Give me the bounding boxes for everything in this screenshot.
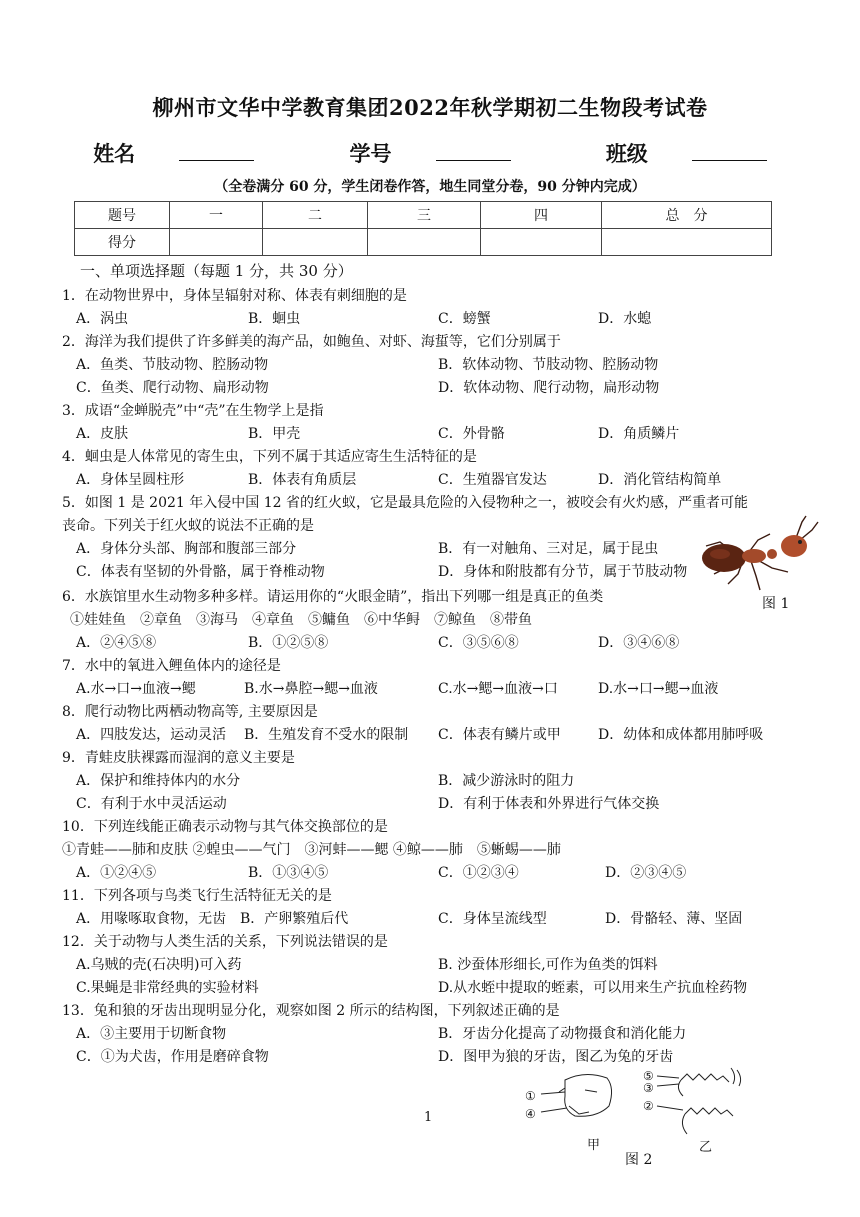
option: A．涡虫	[76, 311, 129, 327]
table-row	[75, 229, 772, 256]
figure-label: ②	[643, 1099, 654, 1113]
option: A．用喙啄取食物，无齿	[76, 911, 227, 927]
fire-ant-image	[698, 512, 822, 594]
option: C．身体呈流线型	[438, 911, 547, 927]
question-stem: 丧命。下列关于红火蚁的说法不正确的是	[62, 518, 314, 534]
class-blank	[692, 142, 767, 161]
option: A.乌贼的壳(石决明)可入药	[76, 957, 242, 973]
question-stem: 11．下列各项与鸟类飞行生活特征无关的是	[62, 888, 332, 904]
table-cell	[481, 229, 602, 256]
question-stem: 13．兔和狼的牙齿出现明显分化，观察如图 2 所示的结构图，下列叙述正确的是	[62, 1003, 560, 1019]
question-stem: 4．蛔虫是人体常见的寄生虫，下列不属于其适应寄生生活特征的是	[62, 449, 477, 465]
table-row	[75, 202, 772, 229]
option: C．①为犬齿，作用是磨碎食物	[76, 1049, 269, 1065]
figure-label: ④	[525, 1107, 536, 1121]
option: D．水螅	[598, 311, 652, 327]
option: C.水→鳃→血液→口	[438, 681, 558, 697]
option: B．软体动物、节肢动物、腔肠动物	[438, 357, 659, 373]
option: A．①②④⑤	[76, 865, 157, 881]
question-stem: 5．如图 1 是 2021 年入侵中国 12 省的红火蚁，它是最具危险的入侵物种之一，被咬会有火灼感，严重者可能	[62, 495, 748, 511]
option: D．骨骼轻、薄、坚固	[605, 911, 743, 927]
option: B．①③④⑤	[248, 865, 329, 881]
teeth-diagram	[525, 1066, 747, 1170]
option: C．外骨骼	[438, 426, 505, 442]
option: D．有利于体表和外界进行气体交换	[438, 796, 660, 812]
option: D．身体和附肢都有分节，属于节肢动物	[438, 564, 688, 580]
section-heading: 一、单项选择题（每题 1 分，共 30 分）	[80, 262, 353, 280]
table-cell	[368, 229, 481, 256]
option: C．鱼类、爬行动物、扁形动物	[76, 380, 269, 396]
exam-note: （全卷满分 60 分，学生闭卷作答，地生同堂分卷，90 分钟内完成）	[214, 179, 646, 195]
option: C．体表有鳞片或甲	[438, 727, 561, 743]
option: D．②③④⑤	[605, 865, 687, 881]
option: B．体表有角质层	[248, 472, 357, 488]
table-cell: 得分	[75, 229, 170, 256]
table-cell: 二	[263, 202, 368, 229]
option: D．③④⑥⑧	[598, 635, 680, 651]
table-cell: 题号	[75, 202, 170, 229]
option: A．身体分头部、胸部和腹部三部分	[76, 541, 297, 557]
figure-label: ①	[525, 1089, 536, 1103]
option: B．产卵繁殖后代	[240, 911, 349, 927]
table-cell	[263, 229, 368, 256]
option: A．皮肤	[76, 426, 129, 442]
option: D．幼体和成体都用肺呼吸	[598, 727, 764, 743]
question-stem: 10．下列连线能正确表示动物与其气体交换部位的是	[62, 819, 388, 835]
option: D．角质鳞片	[598, 426, 680, 442]
page-number: 1	[424, 1110, 433, 1125]
table-cell: 三	[368, 202, 481, 229]
class-label: 班级	[605, 141, 648, 166]
table-cell: 四	[481, 202, 602, 229]
student-info-bar	[0, 138, 860, 168]
option: D.水→口→鳃→血液	[598, 681, 719, 697]
option: C．①②③④	[438, 865, 519, 881]
question-stem: 1．在动物世界中，身体呈辐射对称、体表有刺细胞的是	[62, 288, 407, 304]
option: B.水→鼻腔→鳃→血液	[244, 681, 378, 697]
option: A．保护和维持体内的水分	[76, 773, 241, 789]
option: A．③主要用于切断食物	[76, 1026, 227, 1042]
option: A．鱼类、节肢动物、腔肠动物	[76, 357, 269, 373]
option: B．蛔虫	[248, 311, 301, 327]
option: B．有一对触角、三对足，属于昆虫	[438, 541, 659, 557]
option: A．四肢发达，运动灵活	[76, 727, 227, 743]
option: A.水→口→血液→鳃	[76, 681, 196, 697]
score-table	[74, 201, 772, 256]
option: C.果蝇是非常经典的实验材料	[76, 980, 259, 996]
option: C．③⑤⑥⑧	[438, 635, 519, 651]
page-title: 柳州市文华中学教育集团2022年秋学期初二生物段考试卷	[152, 95, 708, 120]
option-list: ①娃娃鱼 ②章鱼 ③海马 ④章鱼 ⑤鳙鱼 ⑥中华鲟 ⑦鲸鱼 ⑧带鱼	[70, 612, 532, 628]
option: C．螃蟹	[438, 311, 491, 327]
figure-label: ③	[643, 1081, 654, 1095]
option: C．有利于水中灵活运动	[76, 796, 227, 812]
question-stem: 7．水中的氧进入鲤鱼体内的途径是	[62, 658, 281, 674]
question-stem: 8．爬行动物比两栖动物高等, 主要原因是	[62, 704, 318, 720]
option: D．软体动物、爬行动物，扁形动物	[438, 380, 660, 396]
option: A．身体呈圆柱形	[76, 472, 185, 488]
option: C．生殖器官发达	[438, 472, 547, 488]
question-stem: 2．海洋为我们提供了许多鲜美的海产品，如鲍鱼、对虾、海蜇等，它们分别属于	[62, 334, 561, 350]
option: B．减少游泳时的阻力	[438, 773, 575, 789]
id-label: 学号	[349, 141, 392, 166]
option: D．图甲为狼的牙齿，图乙为兔的牙齿	[438, 1049, 674, 1065]
figure-sublabel: 甲	[587, 1138, 601, 1153]
option: B．牙齿分化提高了动物摄食和消化能力	[438, 1026, 687, 1042]
question-stem: 6．水族馆里水生动物多种多样。请运用你的“火眼金睛”，指出下列哪一组是真正的鱼类	[62, 589, 604, 605]
question-stem: 9．青蛙皮肤裸露而湿润的意义主要是	[62, 750, 295, 766]
option: A．②④⑤⑧	[76, 635, 157, 651]
name-label: 姓名	[93, 141, 136, 166]
table-cell: 一	[170, 202, 263, 229]
name-blank	[179, 142, 254, 161]
option-list: ①青蛙——肺和皮肤 ②蝗虫——气门 ③河蚌——鳃 ④鲸——肺 ⑤蜥蜴——肺	[62, 842, 561, 858]
option: B. 沙蚕体形细长,可作为鱼类的饵料	[438, 957, 658, 973]
option: C．体表有坚韧的外骨骼，属于脊椎动物	[76, 564, 325, 580]
option: B．生殖发育不受水的限制	[244, 727, 409, 743]
figure-caption: 图 2	[625, 1152, 653, 1168]
id-blank	[436, 142, 511, 161]
table-cell	[602, 229, 772, 256]
option: B．①②⑤⑧	[248, 635, 329, 651]
option: D.从水蛭中提取的蛭素，可以用来生产抗血栓药物	[438, 980, 748, 996]
table-cell: 总 分	[602, 202, 772, 229]
figure-caption: 图 1	[762, 596, 790, 612]
figure-label: ⑤	[643, 1069, 654, 1083]
table-cell	[170, 229, 263, 256]
question-stem: 3．成语“金蝉脱壳”中“壳”在生物学上是指	[62, 403, 324, 419]
option: B．甲壳	[248, 426, 301, 442]
option: D．消化管结构简单	[598, 472, 722, 488]
figure-sublabel: 乙	[699, 1140, 713, 1155]
question-stem: 12．关于动物与人类生活的关系，下列说法错误的是	[62, 934, 388, 950]
